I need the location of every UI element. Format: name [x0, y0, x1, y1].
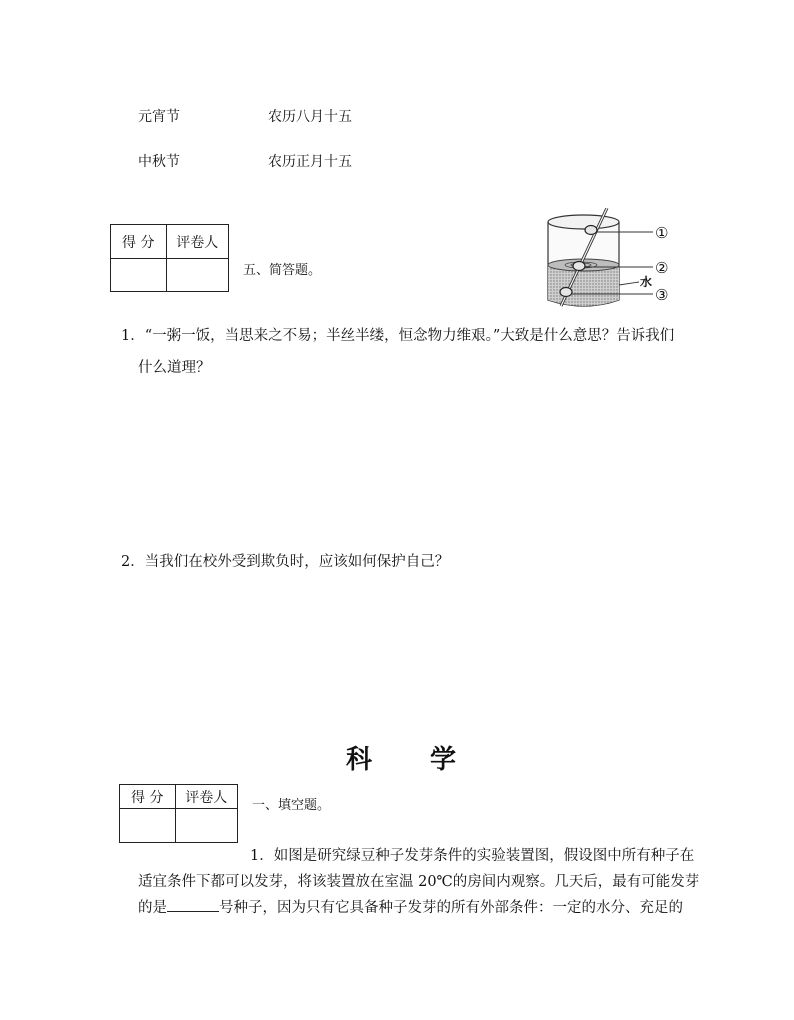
science-question-1-line-2: 适宜条件下都可以发芽，将该装置放在室温 20℃的房间内观察。几天后，最有可能发芽	[138, 874, 700, 890]
seed-3	[560, 288, 572, 297]
answer-blank[interactable]	[167, 897, 219, 912]
figure-label-2: ②	[655, 259, 669, 277]
seed-experiment-figure	[535, 208, 705, 312]
figure-label-3: ③	[655, 286, 669, 304]
science-score-label: 得 分	[120, 785, 176, 809]
subject-title-science: 科 学	[346, 745, 459, 775]
science-question-1-prefix: 的是	[138, 900, 167, 916]
science-question-1-suffix: 号种子，因为只有它具备种子发芽的所有外部条件：一定的水分、充足的	[219, 900, 683, 916]
section-title-short-answer: 五、简答题。	[243, 263, 322, 278]
science-grader-label: 评卷人	[175, 785, 237, 809]
seed-2	[573, 262, 585, 271]
match-item-lunar-aug-15: 农历八月十五	[268, 109, 352, 125]
score-cell[interactable]	[111, 259, 167, 292]
match-item-mid-autumn: 中秋节	[138, 154, 180, 170]
science-score-cell[interactable]	[120, 809, 176, 843]
match-item-lantern-festival: 元宵节	[138, 109, 180, 125]
section-title-fill-blank: 一、填空题。	[252, 798, 331, 813]
science-question-1-line-3	[138, 894, 683, 922]
score-label: 得 分	[111, 225, 167, 259]
figure-label-1: ①	[655, 224, 669, 242]
seed-1	[585, 226, 597, 235]
answer-area-1[interactable]	[121, 392, 681, 532]
match-item-lunar-jan-15: 农历正月十五	[268, 154, 352, 170]
figure-label-water: 水	[640, 275, 653, 289]
science-question-1-line-1: 1．如图是研究绿豆种子发芽条件的实验装置图，假设图中所有种子在	[250, 848, 695, 864]
grader-label: 评卷人	[166, 225, 228, 259]
question-1-line-2: 什么道理？	[138, 360, 211, 376]
science-score-table	[119, 784, 238, 843]
score-table	[110, 224, 229, 292]
answer-area-2[interactable]	[121, 584, 681, 714]
science-grader-cell[interactable]	[175, 809, 237, 843]
question-2: 2．当我们在校外受到欺负时，应该如何保护自己？	[121, 554, 450, 570]
question-1-line-1: 1．“一粥一饭，当思来之不易；半丝半缕，恒念物力维艰。”大致是什么意思？告诉我们	[121, 328, 675, 344]
grader-cell[interactable]	[166, 259, 228, 292]
